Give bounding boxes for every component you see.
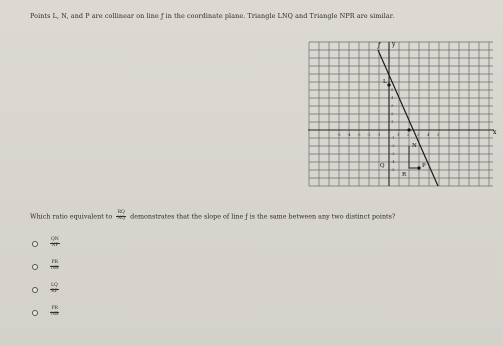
- y-tick-label: -1: [391, 136, 395, 140]
- grid-lines: [309, 42, 493, 186]
- choice-c-den: RP: [51, 289, 58, 294]
- x-tick-label: -5: [337, 133, 341, 137]
- label-r: R: [402, 172, 407, 178]
- label-n: N: [412, 143, 417, 149]
- y-tick-label: 1: [391, 120, 394, 124]
- problem-question: [30, 211, 500, 222]
- triangle-npr-legs: [409, 146, 419, 168]
- choice-a-fraction: [50, 238, 60, 249]
- problem-intro: Points L, N, and P are collinear on line ƒ in the coordinate plane. Triangle LNQ and Triangle NPR are similar.: [30, 12, 395, 20]
- choice-c-fraction: [50, 284, 59, 295]
- choice-b-num: PR: [51, 260, 59, 266]
- label-q: Q: [380, 163, 385, 169]
- choice-c-num: LQ: [51, 283, 58, 289]
- choice-b-radio[interactable]: [32, 264, 38, 270]
- label-l: L: [383, 79, 387, 85]
- y-axis-label: y: [392, 41, 396, 48]
- x-tick-label: 3: [417, 133, 420, 137]
- y-tick-label: -2: [391, 144, 395, 148]
- line-f-label: ƒ: [378, 42, 381, 49]
- coordinate-graph: [308, 40, 498, 188]
- choice-d[interactable]: [32, 301, 62, 324]
- point-n: [407, 128, 410, 131]
- y-tick-label: 4: [391, 96, 394, 100]
- x-tick-label: 5: [437, 133, 440, 137]
- point-p: [417, 166, 420, 169]
- question-text-before: Which ratio equivalent to: [30, 212, 113, 221]
- y-tick-label: -3: [391, 152, 395, 156]
- choice-b[interactable]: [32, 255, 62, 278]
- choice-b-fraction: [50, 261, 59, 272]
- choice-d-num: PR: [51, 306, 59, 312]
- y-tick-label: 5: [391, 88, 394, 92]
- y-tick-label: -4: [391, 160, 395, 164]
- x-axis-label: x: [493, 129, 497, 136]
- x-tick-label: -1: [377, 133, 381, 137]
- y-tick-label: 3: [391, 104, 394, 108]
- choice-a[interactable]: [32, 232, 62, 255]
- choice-d-radio[interactable]: [32, 310, 38, 316]
- x-tick-label: -3: [357, 133, 361, 137]
- choice-a-den: NP: [51, 243, 59, 248]
- choice-d-fraction: [50, 307, 59, 318]
- label-p: P: [422, 163, 426, 169]
- point-l: [387, 83, 390, 86]
- question-fraction-num: RQ: [117, 210, 125, 215]
- y-tick-label: -5: [391, 168, 395, 172]
- y-tick-label: 2: [391, 112, 394, 116]
- x-tick-label: 2: [407, 133, 410, 137]
- choice-c-radio[interactable]: [32, 287, 38, 293]
- choice-c[interactable]: [32, 278, 62, 301]
- x-tick-label: 1: [397, 133, 400, 137]
- x-tick-label: -2: [367, 133, 371, 137]
- choice-b-den: NR: [51, 266, 59, 271]
- choice-a-num: QN: [51, 237, 59, 243]
- choice-d-den: NR: [51, 312, 59, 317]
- answer-choices: [32, 232, 62, 324]
- question-fraction: [116, 211, 126, 222]
- choice-a-radio[interactable]: [32, 241, 38, 247]
- x-tick-label: 4: [427, 133, 430, 137]
- question-fraction-den: NQ: [117, 215, 126, 221]
- question-text-after: demonstrates that the slope of line ƒ is the same between any two distinct points?: [130, 212, 396, 221]
- x-tick-label: -4: [347, 133, 351, 137]
